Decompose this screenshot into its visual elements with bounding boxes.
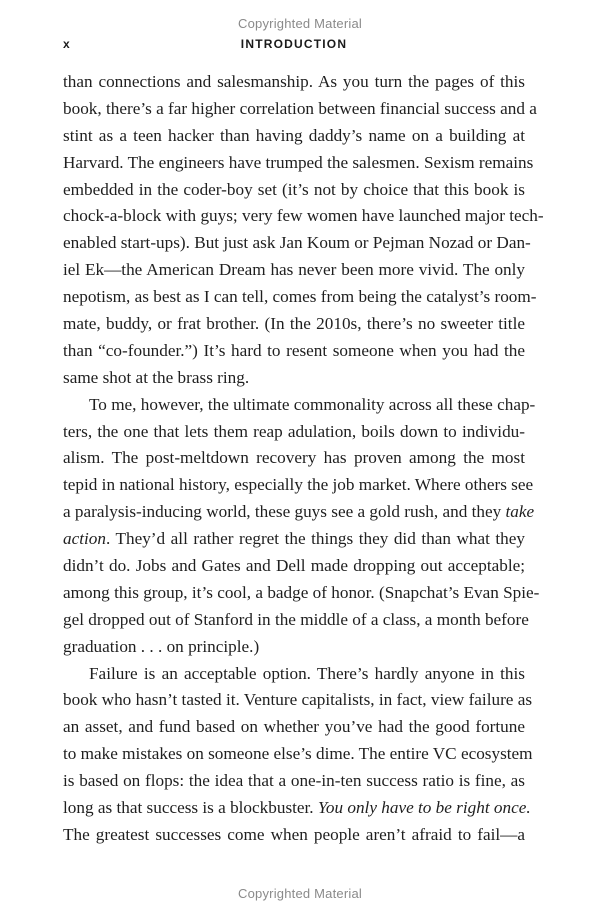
text-line: iel Ek—the American Dream has never been more vivid. The only: [63, 260, 525, 280]
text-line: stint as a teen hacker than having daddy’s name on a building at: [63, 125, 525, 145]
text-line: mate, buddy, or frat brother. (In the 2010s, there’s no sweeter title: [63, 314, 525, 334]
text-line: gel dropped out of Stanford in the middle of a class, a month before: [63, 609, 529, 629]
chapter-title: INTRODUCTION: [240, 37, 348, 51]
text-line: To me, however, the ultimate commonality across all these chap-: [89, 394, 536, 414]
text-line: enabled start-ups). But just ask Jan Koum or Pejman Nozad or Dan-: [63, 233, 531, 253]
text-line: among this group, it’s cool, a badge of honor. (Snapchat’s Evan Spie-: [63, 582, 540, 602]
text-line: embedded in the coder-boy set (it’s not by choice that this book is: [63, 179, 525, 199]
text-line: same shot at the brass ring.: [63, 367, 250, 387]
text-line: The greatest successes come when people aren’t afraid to fail—a: [63, 824, 525, 844]
watermark-bottom: Copyrighted Material: [238, 886, 362, 901]
watermark-top: Copyrighted Material: [238, 16, 362, 31]
text-line: is based on flops: the idea that a one-in-ten success ratio is fine, as: [63, 771, 525, 791]
text-line: book, there’s a far higher correlation between financial success and a: [63, 98, 537, 118]
text-line: [63, 499, 535, 526]
text-line: [63, 526, 525, 553]
italic-run: action: [63, 529, 106, 549]
text-line: book who hasn’t tasted it. Venture capitalists, in fact, view failure as: [63, 690, 533, 710]
italic-run: take: [505, 502, 535, 522]
text-line: than “co-founder.”) It’s hard to resent someone when you had the: [63, 340, 525, 360]
text-line: Harvard. The engineers have trumped the salesmen. Sexism remains: [63, 152, 534, 172]
text-run: a paralysis-inducing world, these guys see a gold rush, and they: [63, 502, 506, 522]
text-line: nepotism, as best as I can tell, comes from being the catalyst’s room-: [63, 287, 537, 307]
text-line: chock-a-block with guys; very few women have launched major tech-: [63, 206, 544, 226]
italic-run: You only have to be right once.: [317, 798, 531, 818]
text-line: didn’t do. Jobs and Gates and Dell made dropping out acceptable;: [63, 556, 525, 576]
text-run: . They’d all rather regret the things they did than what they: [105, 529, 525, 549]
text-line: alism. The post-meltdown recovery has proven among the most: [63, 448, 525, 468]
text-line: ters, the one that lets them reap adulation, boils down to individu-: [63, 421, 525, 441]
text-line: Failure is an acceptable option. There’s hardly anyone in this: [89, 663, 525, 683]
text-line: [63, 795, 531, 822]
text-line: graduation . . . on principle.): [63, 636, 260, 656]
text-line: than connections and salesmanship. As you turn the pages of this: [63, 72, 525, 91]
running-head: [63, 37, 525, 55]
text-line: to make mistakes on someone else’s dime. The entire VC ecosystem: [63, 744, 533, 764]
body-text: [63, 69, 544, 849]
text-line: an asset, and fund based on whether you’ve had the good fortune: [63, 717, 525, 737]
page-number: x: [63, 37, 71, 51]
text-run: long as that success is a blockbuster.: [63, 798, 318, 818]
text-line: tepid in national history, especially the job market. Where others see: [63, 475, 534, 495]
